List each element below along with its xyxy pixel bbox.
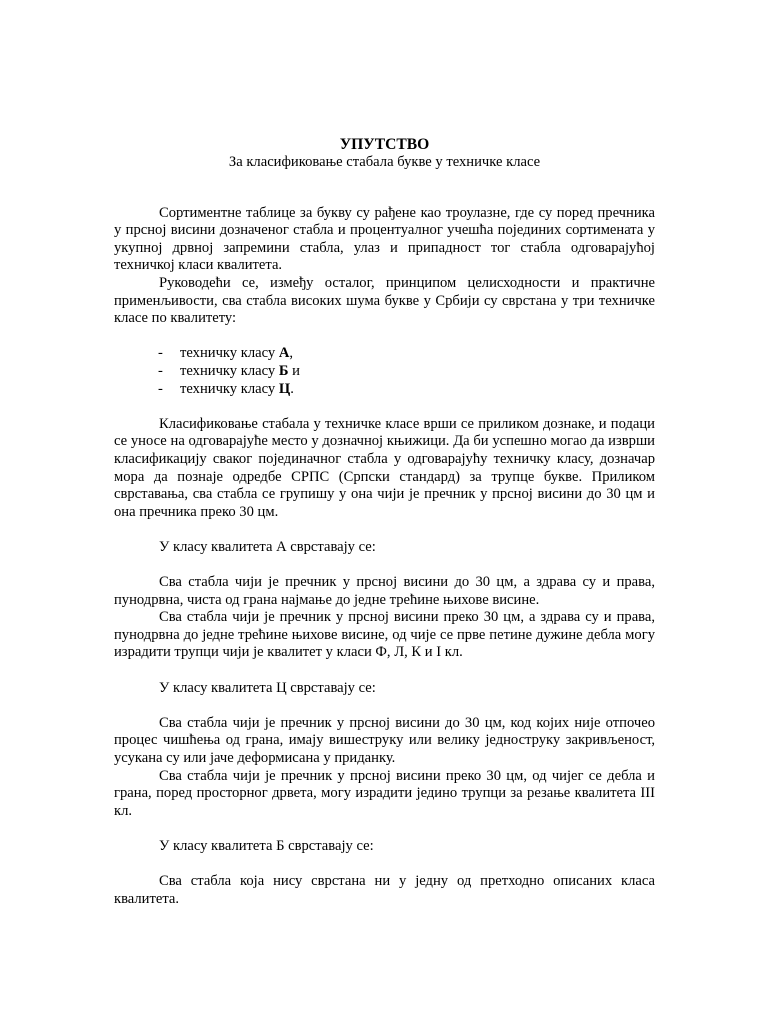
class-a-paragraph-2: Сва стабла чији је пречник у прсној висини преко 30 цм, а здрава су и права, пунодрвна до једне трећине њихове висине, од чије се прве петине дужине дебла могу израдити трупци чији је квалитет у класи Ф, Л, К и I кл. xyxy=(114,609,655,661)
document-page xyxy=(114,136,655,908)
list-item: - техничку класу Ц. xyxy=(158,380,294,397)
intro-paragraph-2: Руководећи се, између осталог, принципом целисходности и практичне применљивости, сва стабла високих шума букве у Србији су сврстана у три техничке класе по квалитету: xyxy=(114,274,655,327)
class-c-paragraph-1: Сва стабла чији је пречник у прсној висини до 30 цм, код којих није отпочео процес чишћења од грана, имају вишеструку или велику једноструку закривљеност, усукана су или јаче деформисана у приданку. xyxy=(114,714,655,766)
document-subtitle: За класификовање стабала букве у техничке класе xyxy=(228,154,541,170)
intro-paragraph-1: Сортиментне таблице за букву су рађене као троулазне, где су поред пречника у прсној висини дозначеног стабла и процентуалног учешћа појединих сортимената у укупној дрвној запремини стабла, улаз и припадност тог стабла одговарајућој техничкој класи квалитета. xyxy=(114,204,655,274)
class-c-paragraph-2: Сва стабла чији је пречник у прсној висини преко 30 цм, од чијег се дебла и грана, поред просторног дрвета, могу израдити једино трупци за резање квалитета III кл. xyxy=(114,767,655,819)
class-list xyxy=(114,345,655,398)
classification-paragraph: Класификовање стабала у техничке класе врши се приликом дознаке, и подаци се уносе на одговарајуће место у дозначној књижици. Да би успешно могао да изврши класификацију сваког појединачног стабла у одговарајућу техничку класу, дозначар мора да познаје одредбе СРПС (Српски стандард) за трупце букве. Приликом сврставања, сва стабла се групишу у она чији је пречник у прсној висини до 30 цм и она пречника преко 30 цм. xyxy=(114,415,655,520)
list-item: - техничку класу Б и xyxy=(158,362,300,379)
class-b-paragraph-1: Сва стабла која нису сврстана ни у једну од претходно описаних класа квалитета. xyxy=(114,873,655,907)
document-title: УПУТСТВО xyxy=(339,136,430,153)
class-c-heading: У класу квалитета Ц сврставају се: xyxy=(159,679,376,696)
class-a-paragraph-1: Сва стабла чији је пречник у прсној висини до 30 цм, а здрава су и права, пунодрвна, чиста од грана најмање до једне трећине њихове висине. xyxy=(114,574,655,608)
class-b-heading: У класу квалитета Б сврставају се: xyxy=(159,837,374,854)
list-item: - техничку класу А, xyxy=(158,345,294,362)
class-a-heading: У класу квалитета А сврставају се: xyxy=(159,538,376,555)
